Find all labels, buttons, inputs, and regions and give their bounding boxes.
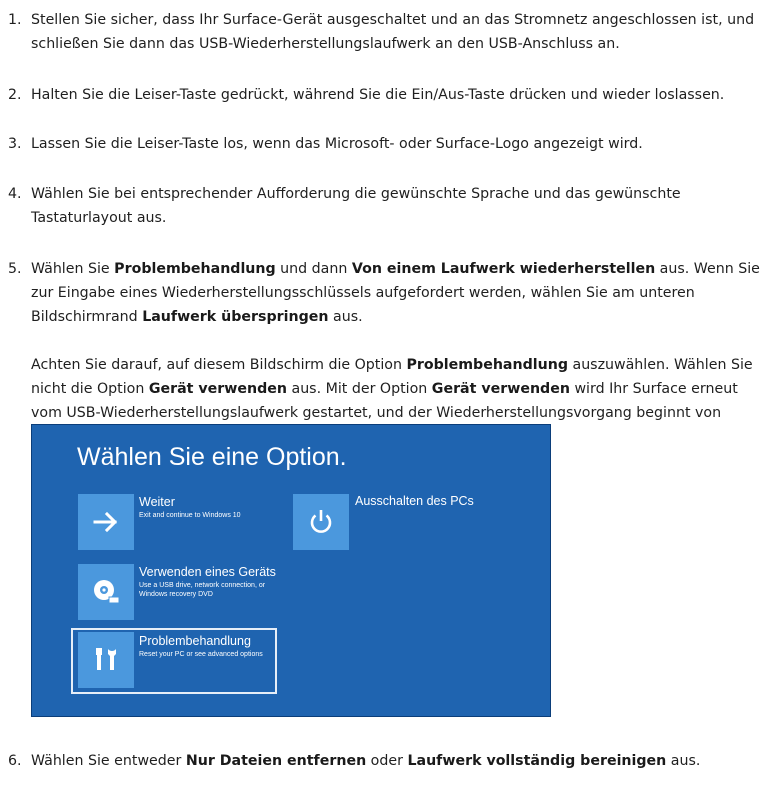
step-text: Wählen Sie Problembehandlung und dann Von einem Laufwerk wiederherstellen aus. Wenn Sie zur Eingabe eines Wiederherstellungsschlüssels aufgefordert werden, wählen Sie am unteren Bildschirmrand Laufwerk überspringen aus. [31, 261, 760, 325]
option-continue-sub: Exit and continue to Windows 10 [139, 512, 241, 519]
step-number: 5. [8, 261, 22, 277]
power-icon[interactable] [293, 494, 349, 550]
bold-term: Laufwerk überspringen [142, 309, 329, 325]
option-troubleshoot-label[interactable]: Problembehandlung [139, 634, 251, 648]
step-text: Wählen Sie bei entsprechender Aufforderung die gewünschte Sprache und das gewünschte Tastaturlayout aus. [31, 186, 681, 226]
bold-term: Gerät verwenden [431, 381, 570, 397]
bold-term: Problembehandlung [114, 261, 276, 277]
bold-term: Nur Dateien entfernen [185, 753, 367, 769]
bold-term: Laufwerk vollständig bereinigen [407, 753, 667, 769]
step-text: Wählen Sie entweder Nur Dateien entfernen oder Laufwerk vollständig bereinigen aus. [31, 753, 701, 769]
bold-term: Gerät verwenden [148, 381, 287, 397]
step-number: 2. [8, 87, 22, 103]
option-troubleshoot-sub: Reset your PC or see advanced options [139, 651, 263, 658]
step-number: 1. [8, 12, 22, 28]
step-number: 4. [8, 186, 22, 202]
option-use-device-label[interactable]: Verwenden eines Geräts [139, 565, 276, 579]
option-continue-label[interactable]: Weiter [139, 495, 175, 509]
step-number: 6. [8, 753, 22, 769]
step-note-text: Achten Sie darauf, auf diesem Bildschirm die Option Problembehandlung auszuwählen. Wählen Sie nicht die Option Gerät verwenden aus. Mit der Option Gerät verwenden wird Ihr Surface erneut vom USB-Wiederherstellungslaufwerk gestartet, und der Wiederherstellungsvorgang beginnt von [31, 357, 753, 421]
step-text: Stellen Sie sicher, dass Ihr Surface-Gerät ausgeschaltet und an das Stromnetz angeschlossen ist, und schließen Sie dann das USB-Wiederherstellungslaufwerk an den USB-Anschluss an. [31, 12, 755, 52]
tools-icon[interactable] [78, 632, 134, 688]
option-shutdown-label[interactable]: Ausschalten des PCs [355, 494, 474, 508]
arrow-right-icon[interactable] [78, 494, 134, 550]
disc-drive-icon[interactable] [78, 564, 134, 620]
step-text: Lassen Sie die Leiser-Taste los, wenn das Microsoft- oder Surface-Logo angezeigt wird. [31, 136, 643, 152]
bold-term: Von einem Laufwerk wiederherstellen [351, 261, 656, 277]
option-use-device-sub: Use a USB drive, network connection, or Windows recovery DVD [139, 582, 266, 598]
recovery-options-screenshot [31, 424, 551, 717]
bold-term: Problembehandlung [406, 357, 568, 373]
step-text: Halten Sie die Leiser-Taste gedrückt, während Sie die Ein/Aus-Taste drücken und wieder loslassen. [31, 87, 725, 103]
recovery-title: Wählen Sie eine Option. [77, 443, 347, 471]
step-number: 3. [8, 136, 22, 152]
